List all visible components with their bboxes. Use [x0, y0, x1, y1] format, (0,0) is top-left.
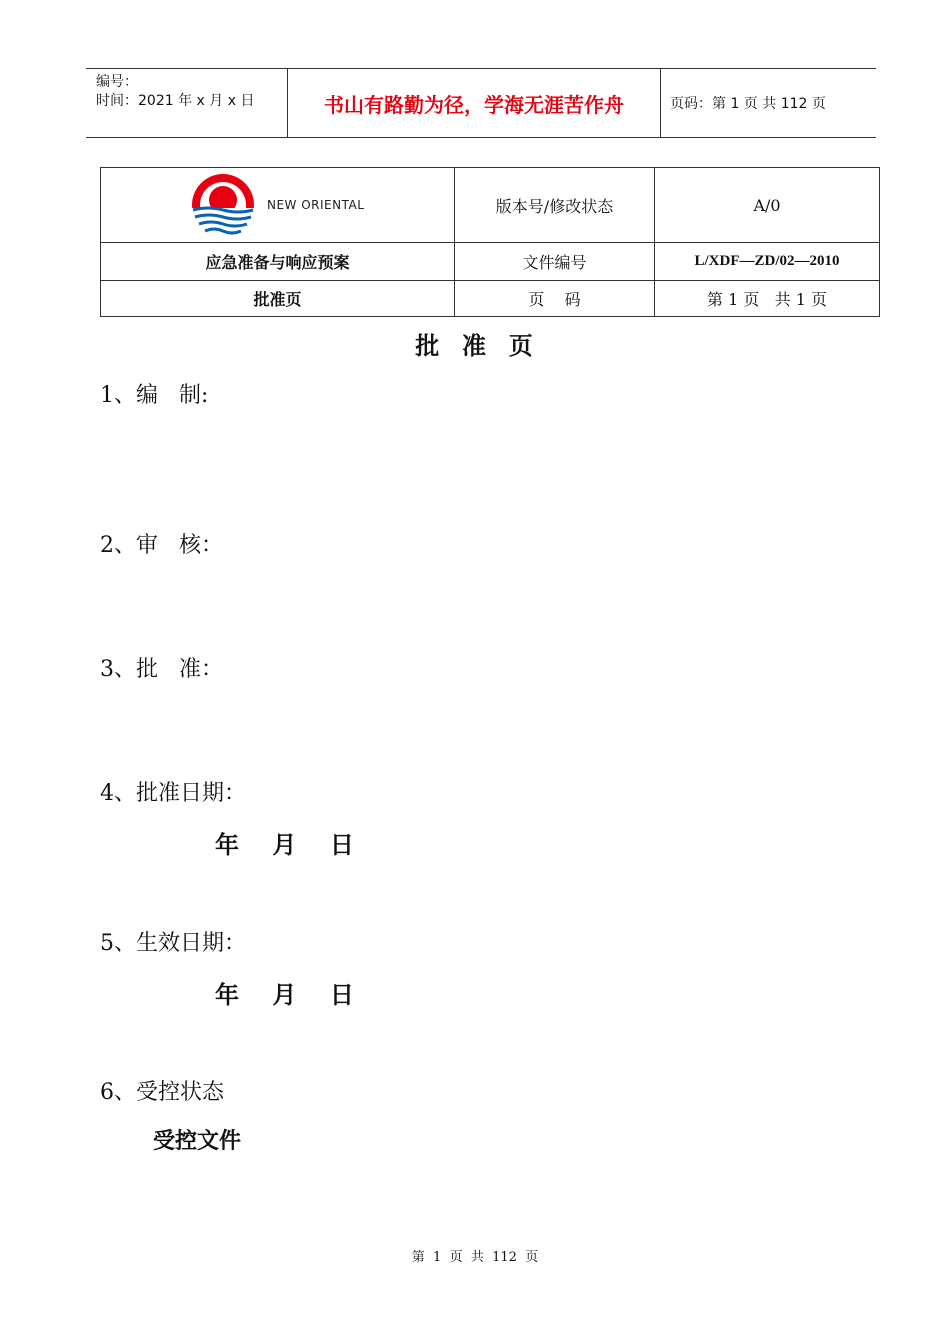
- item-approval-date: 4、批准日期：: [100, 781, 246, 806]
- version-label: 版本号/修改状态: [455, 168, 655, 243]
- new-oriental-logo-icon: [187, 172, 259, 238]
- effective-date-value: 年 月 日: [215, 981, 354, 1009]
- page-label: 页 码: [455, 281, 655, 317]
- approval-date-value: 年 月 日: [215, 831, 354, 859]
- divider: [660, 69, 661, 137]
- page-header: [86, 68, 876, 138]
- item-control-status: 6、受控状态: [100, 1080, 224, 1105]
- document-control-table: [100, 167, 880, 317]
- number-label: 编号：: [96, 74, 138, 90]
- logo-text: NEW ORIENTAL: [267, 198, 365, 212]
- time-label: 时间：2021 年 x 月 x 日: [96, 93, 255, 109]
- doc-no-label: 文件编号: [455, 243, 655, 281]
- header-page-info: 页码：第 1 页 共 112 页: [670, 96, 826, 112]
- item-compile: 1、编 制:: [100, 383, 209, 408]
- header-meta: [96, 73, 286, 111]
- logo-cell: [101, 168, 455, 243]
- item-effective-date: 5、生效日期：: [100, 931, 246, 956]
- version-value: A/0: [655, 168, 880, 243]
- item-review: 2、审 核：: [100, 533, 223, 558]
- page-footer: 第 1 页 共 112 页: [411, 1250, 539, 1265]
- motto: 书山有路勤为径，学海无涯苦作舟: [324, 92, 624, 117]
- item-approve: 3、批 准：: [100, 657, 223, 682]
- page-title: 批 准 页: [415, 332, 535, 360]
- doc-no-value: L/XDF—ZD/02—2010: [655, 243, 880, 281]
- doc-title: 应急准备与响应预案: [101, 243, 455, 281]
- page-value: 第 1 页 共 1 页: [655, 281, 880, 317]
- control-status-value: 受控文件: [153, 1129, 242, 1154]
- section-name: 批准页: [101, 281, 455, 317]
